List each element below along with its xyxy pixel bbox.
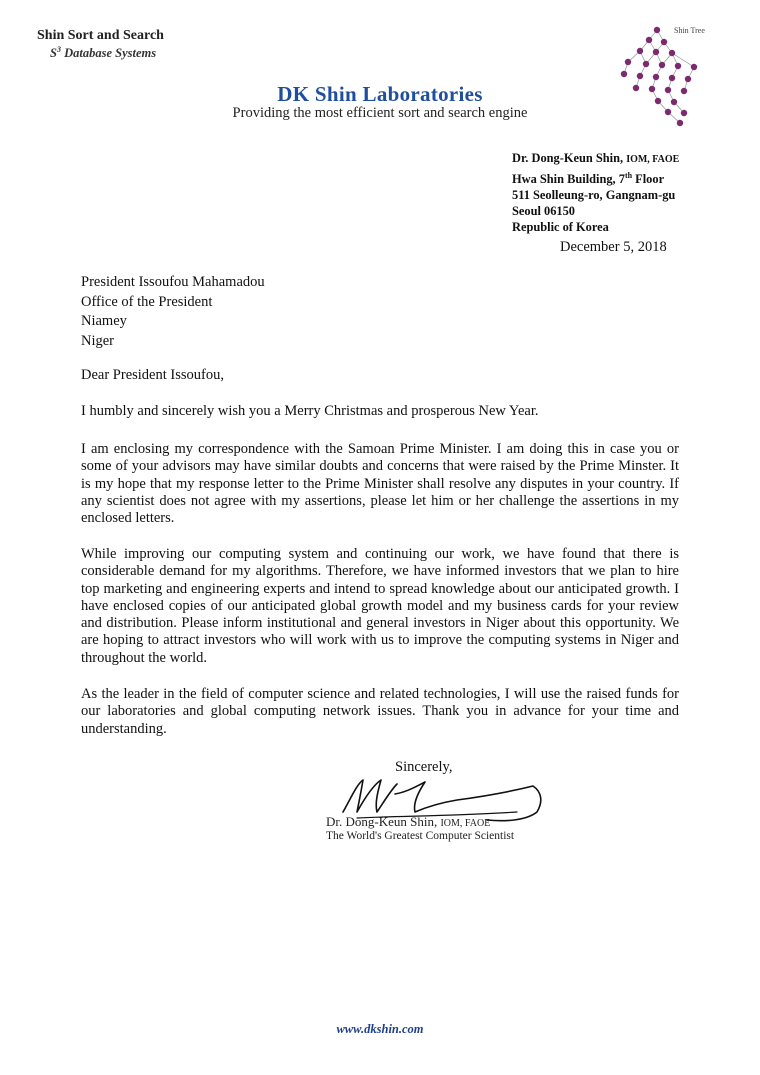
tree-node: [654, 27, 660, 33]
lab-title: DK Shin Laboratories: [277, 82, 483, 106]
tree-node: [646, 37, 652, 43]
sender-name-line: [512, 150, 679, 168]
letter-date: December 5, 2018: [560, 239, 667, 255]
tree-node: [643, 61, 649, 67]
signer-title: The World's Greatest Computer Scientist: [326, 830, 515, 842]
company-subtitle-prefix: S: [50, 46, 57, 61]
tree-node: [661, 39, 667, 45]
tree-node: [653, 49, 659, 55]
lab-tagline: Providing the most efficient sort and search engine: [232, 105, 528, 121]
signer-name: [326, 814, 490, 830]
sender-street: 511 Seolleung-ro, Gangnam-gu: [512, 188, 676, 203]
company-subtitle: [50, 45, 156, 61]
paragraph-1: I humbly and sincerely wish you a Merry Christmas and prosperous New Year.: [81, 403, 539, 419]
tree-node: [637, 73, 643, 79]
paragraph-2: I am enclosing my correspondence with the Samoan Prime Minister. I am doing this in case you or some of your advisors may have similar doubts and concerns that were raised by the Prime Minster. It is my hope that my response letter to the Prime Minister shall resolve any disputes in your country. If any scientist does not agree with my assertions, please let him or her challenge the assertions in my enclosed letters.: [81, 441, 679, 527]
website-link[interactable]: www.dkshin.com: [336, 1022, 424, 1036]
tree-node: [637, 48, 643, 54]
tree-node: [621, 71, 627, 77]
tree-label: Shin Tree: [674, 26, 705, 35]
sender-building-suffix: Floor: [632, 172, 665, 187]
sender-building-text: Hwa Shin Building, 7: [512, 172, 625, 187]
paragraph-3: While improving our computing system and continuing our work, we have found that there is considerable demand for my algorithms. Therefore, we have informed investors that we plan to hire top marketing and engineering experts and intend to spread knowledge about our anticipated growth. I have enclosed copies of our anticipated global growth model and my business cards for your review and distribution. Please inform institutional and general investors in Niger about this opportunity. We are hoping to attract investors who will work with us to improve the computing systems in Niger and throughout the world.: [81, 546, 679, 666]
sender-titles: IOM, FAOE: [626, 154, 680, 165]
tree-node: [669, 75, 675, 81]
signer-titles: IOM, FAOE: [440, 818, 491, 829]
company-subtitle-sup: 3: [56, 45, 61, 54]
salutation: Dear President Issoufou,: [81, 367, 224, 383]
tree-node: [691, 64, 697, 70]
tree-node: [659, 62, 665, 68]
sender-building: [512, 168, 679, 187]
sender-city: Seoul 06150: [512, 204, 575, 219]
sender-name: Dr. Dong-Keun Shin,: [512, 151, 624, 165]
sender-country: Republic of Korea: [512, 220, 609, 235]
company-subtitle-text: Database Systems: [64, 46, 157, 61]
tree-node: [669, 50, 675, 56]
sender-building-sup: th: [624, 171, 633, 180]
paragraph-4: As the leader in the field of computer science and related technologies, I will use the raised funds for our laboratories and global computing network issues. Thank you in advance for your time and understanding.: [81, 686, 679, 737]
sender-address: [512, 150, 679, 235]
recipient-line1: President Issoufou Mahamadou: [81, 274, 265, 290]
recipient-address: [81, 273, 265, 351]
tree-node: [625, 59, 631, 65]
tree-node: [653, 74, 659, 80]
recipient-line4: Niger: [81, 332, 115, 349]
company-name: Shin Sort and Search: [37, 28, 164, 43]
recipient-line3: Niamey: [81, 313, 127, 329]
signer-name-text: Dr. Dong-Keun Shin,: [326, 814, 438, 829]
tree-node: [675, 63, 681, 69]
closing-sincerely: Sincerely,: [395, 759, 453, 775]
recipient-line2: Office of the President: [81, 293, 213, 310]
